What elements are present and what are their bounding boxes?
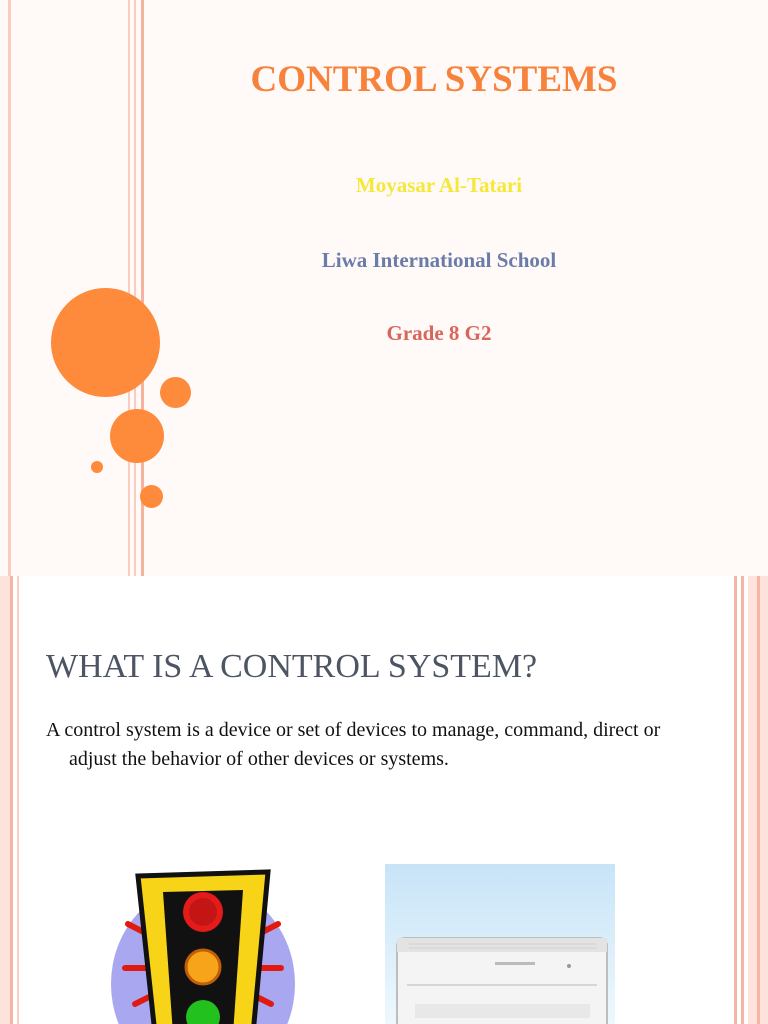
slide-title: CONTROL SYSTEMS — [250, 59, 618, 100]
decorative-circle-small — [140, 485, 163, 508]
decorative-line — [17, 576, 19, 1024]
definition-text: A control system is a device or set of devices to manage, command, direct or adjust the behavior of other devices or systems. — [46, 719, 661, 770]
author-name: Moyasar Al-Tatari — [355, 173, 523, 197]
decorative-circle-small — [160, 377, 191, 408]
decorative-line — [10, 576, 13, 1024]
air-conditioner-image — [385, 864, 615, 1024]
decorative-line — [8, 0, 11, 576]
traffic-light-icon — [103, 864, 303, 1024]
school-name: Liwa International School — [321, 248, 557, 272]
decorative-line — [741, 576, 744, 1024]
decorative-circle-tiny — [91, 461, 103, 473]
decorative-circle-medium — [110, 409, 164, 463]
decorative-line — [757, 576, 760, 1024]
decorative-line — [128, 0, 130, 576]
decorative-line — [734, 576, 737, 1024]
slide-heading: WHAT IS A CONTROL SYSTEM? — [46, 648, 538, 685]
decorative-circle-large — [51, 288, 160, 397]
grade-label: Grade 8 G2 — [386, 321, 492, 345]
traffic-light-image — [103, 864, 303, 1024]
air-conditioner-icon — [385, 864, 615, 1024]
decorative-line — [0, 576, 10, 1024]
decorative-line — [134, 0, 136, 576]
